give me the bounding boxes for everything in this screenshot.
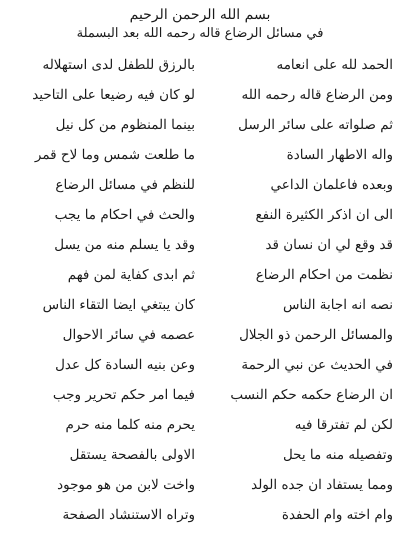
verse-line: يحرم منه كلما منه حرم xyxy=(65,417,195,433)
verse-line: ومما يستفاد ان جده الولد xyxy=(251,477,393,493)
verse-line: بالرزق للطفل لدى استهلاله xyxy=(42,57,195,73)
verse-line: واله الاطهار السادة xyxy=(286,147,393,163)
verse-line: فيما امر حكم تحرير وجب xyxy=(52,387,195,403)
verse-line: كان يبتغي ايضا التقاء الناس xyxy=(42,297,195,313)
verse-line: الى ان اذكر الكثيرة النفع xyxy=(255,207,393,223)
verse-line: وتفصيله منه ما يحل xyxy=(282,447,393,463)
right-verse-column xyxy=(208,50,393,530)
verse-line: والمسائل الرحمن ذو الجلال xyxy=(239,327,393,343)
verse-line: ان الرضاع حكمه حكم النسب xyxy=(230,387,393,403)
subtitle-line: في مسائل الرضاع قاله رحمه الله بعد البسملة xyxy=(76,26,324,41)
verse-line: والحث في احكام ما يجب xyxy=(54,207,195,223)
verse-line: وبعده فاعلمان الداعي xyxy=(270,177,393,193)
verse-line: الاولى بالفصحة يستقل xyxy=(69,447,195,463)
verse-line: الحمد لله على انعامه xyxy=(276,57,393,73)
verse-line: وقد يا يسلم منه من يسل xyxy=(54,237,195,253)
verse-line: ومن الرضاع قاله رحمه الله xyxy=(241,87,393,103)
verse-line: عصمه في سائر الاحوال xyxy=(62,327,195,343)
verse-line: ثم صلواته على سائر الرسل xyxy=(238,117,393,133)
verse-line: لكن لم تفترقا فيه xyxy=(294,417,393,433)
verse-line: نصه انه اجابة الناس xyxy=(282,297,393,313)
verse-line: ثم ابدى كفاية لمن فهم xyxy=(67,267,195,283)
verse-line: ما طلعت شمس وما لاح قمر xyxy=(34,147,195,163)
left-verse-column xyxy=(10,50,195,530)
verse-line: واخت لابن من هو موجود xyxy=(57,477,195,493)
verse-line: وام اخته وام الحفدة xyxy=(281,507,393,523)
verse-line: وعن بنيه السادة كل عدل xyxy=(55,357,195,373)
verse-line: للنظم في مسائل الرضاع xyxy=(55,177,195,193)
basmala-heading: بسم الله الرحمن الرحيم xyxy=(129,7,271,23)
verse-line: قد وقع لي ان نسان قد xyxy=(265,237,393,253)
verse-line: بينما المنظوم من كل نيل xyxy=(55,117,195,133)
verse-line: في الحديث عن نبي الرحمة xyxy=(241,357,393,373)
verse-line: نظمت من احكام الرضاع xyxy=(255,267,393,283)
verse-line: لو كان فيه رضيعا على التاحيد xyxy=(32,87,195,103)
verse-line: وتراه الاستنشاد الصفحة xyxy=(62,507,195,523)
